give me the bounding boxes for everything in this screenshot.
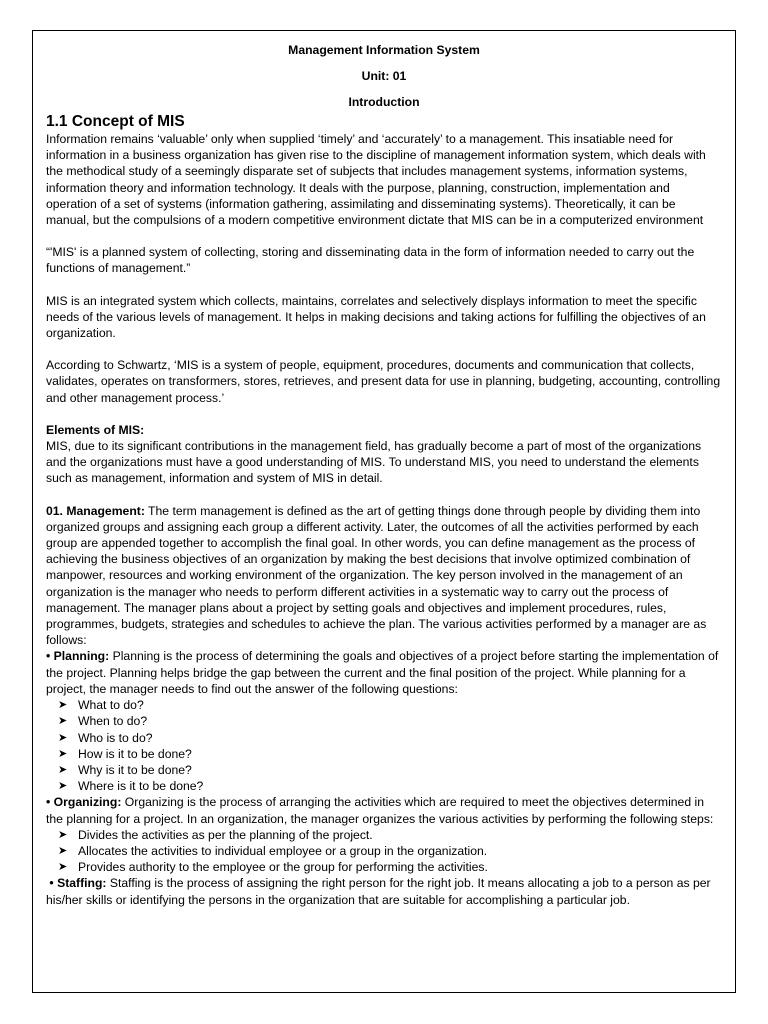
management-label: 01. Management: xyxy=(46,503,145,518)
planning-label: Planning: xyxy=(53,649,110,664)
document-title: Management Information System xyxy=(288,43,480,57)
list-item: ➤ Where is it to be done? xyxy=(58,779,204,794)
list-item: ➤ Why is it to be done? xyxy=(58,762,192,777)
document-body xyxy=(46,42,722,908)
paragraph-management: 01. Management: The term management is defined as the art of getting things done through people by dividing them into organized groups and assigning each group a different activity. Later, the outcomes of all the activities performed by each group are appended together to accomplish the final goal. In other words, you can define management as the process of achieving the business objectives of an organization by making the best decisions that involve optimized combination of manpower, resources and working environment of the organization. The key person involved in the management of an organization is the manager who needs to perform different activities in a systematic way to carry out the process of management. The manager plans about a project by setting goals and objectives and implement procedures, rules, programmes, budgets, strategies and schedules to achieve the plan. The various activities performed by a manager are as follows: xyxy=(46,503,707,648)
paragraph-organizing: • Organizing: Organizing is the process of arranging the activities which are required to meet the objectives determined in the planning for a project. In an organization, the manager organizes the various activities by performing the following steps: xyxy=(46,795,714,826)
arrow-bullet-icon: ➤ xyxy=(58,861,68,874)
list-item: ➤ Divides the activities as per the planning of the project. xyxy=(58,827,373,842)
paragraph-schwartz: According to Schwartz, ‘MIS is a system of people, equipment, procedures, documents and communication that collects, validates, operates on transformers, stores, retrieves, and present data for use in planning, budgeting, accounting, controlling and other management process.’ xyxy=(46,358,721,405)
arrow-bullet-icon: ➤ xyxy=(58,828,68,841)
paragraph-staffing: • Staffing: Staffing is the process of assigning the right person for the right job. It means allocating a job to a person as per his/her skills or identifying the persons in the organization that are suitable for accomplishing a particular job. xyxy=(46,876,711,907)
planning-questions-list xyxy=(46,697,722,794)
unit-label: Unit: 01 xyxy=(361,69,407,83)
arrow-bullet-icon: ➤ xyxy=(58,844,68,857)
paragraph-intro: Information remains ‘valuable’ only when supplied ‘timely’ and ‘accurately’ to a management. This insatiable need for information in a business organization has given rise to the discipline of management information system, which deals with the methodical study of a seemingly disparate set of subjects that includes management systems, information systems, information theory and information technology. It deals with the purpose, planning, construction, implementation and operation of a set of systems (information gathering, assimilating and disseminating systems). Theoretically, it can be manual, but the compulsions of a modern competitive environment dictate that MIS can be in a computerized environment xyxy=(46,132,706,228)
paragraph-planning: • Planning: Planning is the process of determining the goals and objectives of a project before starting the implementation of the project. Planning helps bridge the gap between the current and the final position of the project. While planning for a project, the manager needs to find out the answer of the following questions: xyxy=(46,649,719,696)
list-item: ➤ When to do? xyxy=(58,714,148,729)
organizing-steps-list xyxy=(46,827,722,876)
introduction-heading: Introduction xyxy=(348,95,420,109)
elements-heading: Elements of MIS: xyxy=(46,422,145,437)
list-item: ➤ Allocates the activities to individual employee or a group in the organization. xyxy=(58,843,488,858)
arrow-bullet-icon: ➤ xyxy=(58,731,68,744)
arrow-bullet-icon: ➤ xyxy=(58,747,68,760)
paragraph-integrated-system: MIS is an integrated system which collects, maintains, correlates and selectively displays information to meet the specific needs of the various levels of management. It helps in making decisions and taking actions for fulfilling the objectives of an organization. xyxy=(46,293,706,341)
arrow-bullet-icon: ➤ xyxy=(58,715,68,728)
list-item: ➤ Who is to do? xyxy=(58,730,153,745)
list-item: ➤ How is it to be done? xyxy=(58,746,192,761)
paragraph-elements: MIS, due to its significant contributions in the management field, has gradually become a part of most of the organizations and the organizations must have a good understanding of MIS. To understand MIS, you need to understand the elements such as management, information and system of MIS in detail. xyxy=(46,439,702,486)
arrow-bullet-icon: ➤ xyxy=(58,763,68,776)
list-item: ➤ What to do? xyxy=(58,698,144,713)
arrow-bullet-icon: ➤ xyxy=(58,780,68,793)
organizing-label: Organizing: xyxy=(53,795,122,810)
paragraph-quote: “'MIS' is a planned system of collecting, storing and disseminating data in the form of information needed to carry out the functions of management.” xyxy=(46,245,695,276)
list-item: ➤ Provides authority to the employee or the group for performing the activities. xyxy=(58,860,488,875)
staffing-label: Staffing: xyxy=(57,876,107,891)
arrow-bullet-icon: ➤ xyxy=(58,699,68,712)
section-heading: 1.1 Concept of MIS xyxy=(46,113,185,130)
